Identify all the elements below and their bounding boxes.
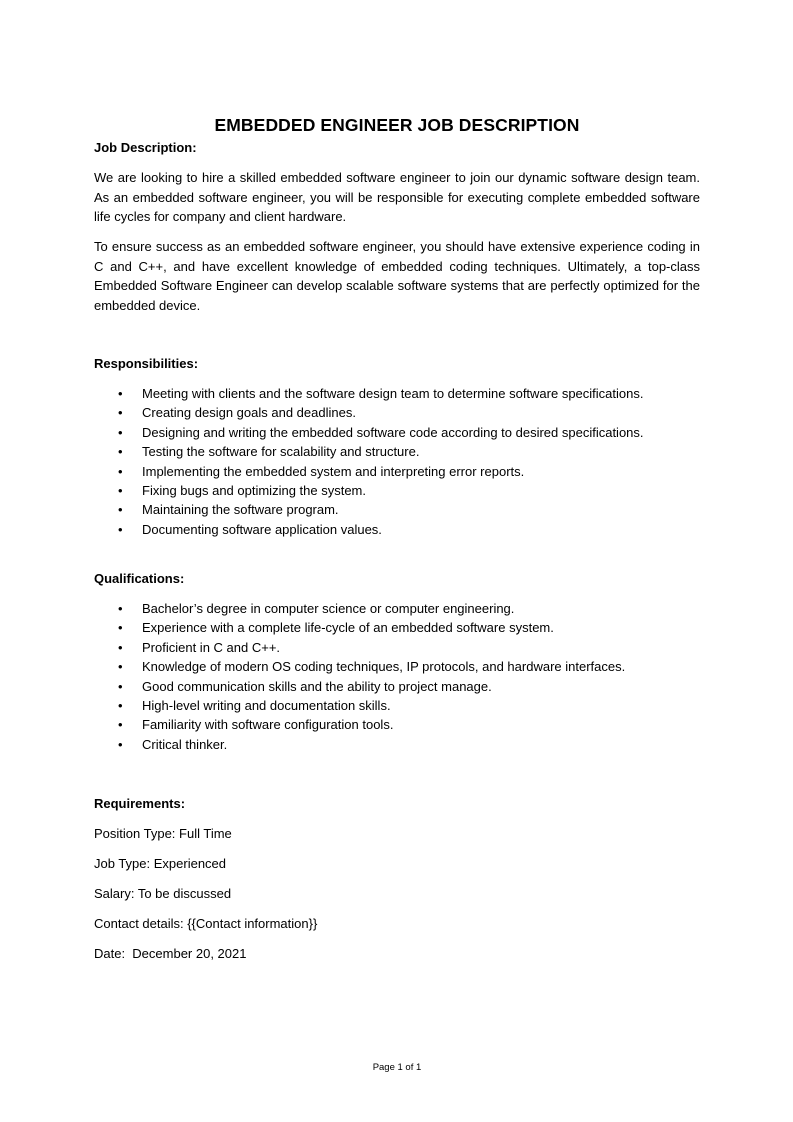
document-date: Date: December 20, 2021	[94, 946, 247, 961]
list-item	[94, 657, 700, 676]
bullet-icon: •	[118, 717, 123, 733]
list-item-text: Designing and writing the embedded software code according to desired specifications.	[142, 424, 644, 440]
list-item	[94, 618, 700, 637]
bullet-icon: •	[118, 502, 123, 518]
list-item-text: Knowledge of modern OS coding techniques, IP protocols, and hardware interfaces.	[142, 659, 626, 675]
responsibilities-list	[94, 384, 700, 539]
document-title: EMBEDDED ENGINEER JOB DESCRIPTION	[214, 115, 580, 135]
list-item-text: Familiarity with software configuration tools.	[142, 717, 394, 733]
qualifications-heading: Qualifications:	[94, 571, 185, 586]
list-item	[94, 481, 700, 500]
requirements-heading: Requirements:	[94, 796, 186, 811]
list-item	[94, 442, 700, 461]
bullet-icon: •	[118, 620, 123, 636]
list-item-text: High-level writing and documentation skills.	[142, 697, 391, 713]
list-item-text: Critical thinker.	[142, 736, 228, 752]
job-description-paragraph-2: To ensure success as an embedded software engineer, you should have extensive experience coding in C and C++, and have excellent knowledge of embedded coding techniques. Ultimately, a top-class Embedded Software Engineer can develop scalable software systems that are perfectly optimized for the embedded device.	[94, 239, 700, 313]
bullet-icon: •	[118, 697, 123, 713]
list-item-text: Meeting with clients and the software design team to determine software specifications.	[142, 386, 644, 401]
bullet-icon: •	[118, 601, 123, 616]
list-item	[94, 403, 700, 422]
list-item-text: Implementing the embedded system and interpreting error reports.	[142, 463, 525, 479]
bullet-icon: •	[118, 678, 123, 694]
job-type: Job Type: Experienced	[94, 856, 227, 871]
list-item-text: Maintaining the software program.	[142, 502, 339, 518]
list-item	[94, 500, 700, 519]
list-item	[94, 735, 700, 754]
list-item-text: Fixing bugs and optimizing the system.	[142, 482, 366, 498]
qualifications-list	[94, 599, 700, 754]
bullet-icon: •	[118, 659, 123, 675]
contact-details: Contact details: {{Contact information}}	[94, 916, 318, 931]
job-description-paragraph-1: We are looking to hire a skilled embedded software engineer to join our dynamic software design team. As an embedded software engineer, you will be responsible for executing complete embedded software life cycles for company and client hardware.	[94, 170, 700, 224]
bullet-icon: •	[118, 444, 123, 460]
salary: Salary: To be discussed	[94, 886, 232, 901]
bullet-icon: •	[118, 639, 123, 655]
job-description-heading: Job Description:	[94, 140, 197, 155]
bullet-icon: •	[118, 386, 123, 401]
responsibilities-heading: Responsibilities:	[94, 356, 199, 371]
list-item-text: Creating design goals and deadlines.	[142, 405, 356, 421]
position-type: Position Type: Full Time	[94, 826, 232, 841]
list-item	[94, 462, 700, 481]
list-item-text: Documenting software application values.	[142, 521, 382, 537]
page-number: Page 1 of 1	[372, 1062, 422, 1073]
list-item	[94, 638, 700, 657]
list-item	[94, 715, 700, 734]
bullet-icon: •	[118, 463, 123, 479]
bullet-icon: •	[118, 424, 123, 440]
bullet-icon: •	[118, 482, 123, 498]
list-item	[94, 423, 700, 442]
list-item	[94, 384, 700, 403]
bullet-icon: •	[118, 736, 123, 752]
list-item-text: Experience with a complete life-cycle of an embedded software system.	[142, 620, 554, 636]
bullet-icon: •	[118, 521, 123, 537]
list-item	[94, 599, 700, 618]
list-item-text: Good communication skills and the ability to project manage.	[142, 678, 492, 694]
list-item	[94, 677, 700, 696]
list-item-text: Testing the software for scalability and structure.	[142, 444, 420, 460]
list-item	[94, 520, 700, 539]
list-item-text: Bachelor’s degree in computer science or computer engineering.	[142, 601, 515, 616]
bullet-icon: •	[118, 405, 123, 421]
document-page	[94, 0, 700, 1122]
list-item-text: Proficient in C and C++.	[142, 639, 281, 655]
list-item	[94, 696, 700, 715]
